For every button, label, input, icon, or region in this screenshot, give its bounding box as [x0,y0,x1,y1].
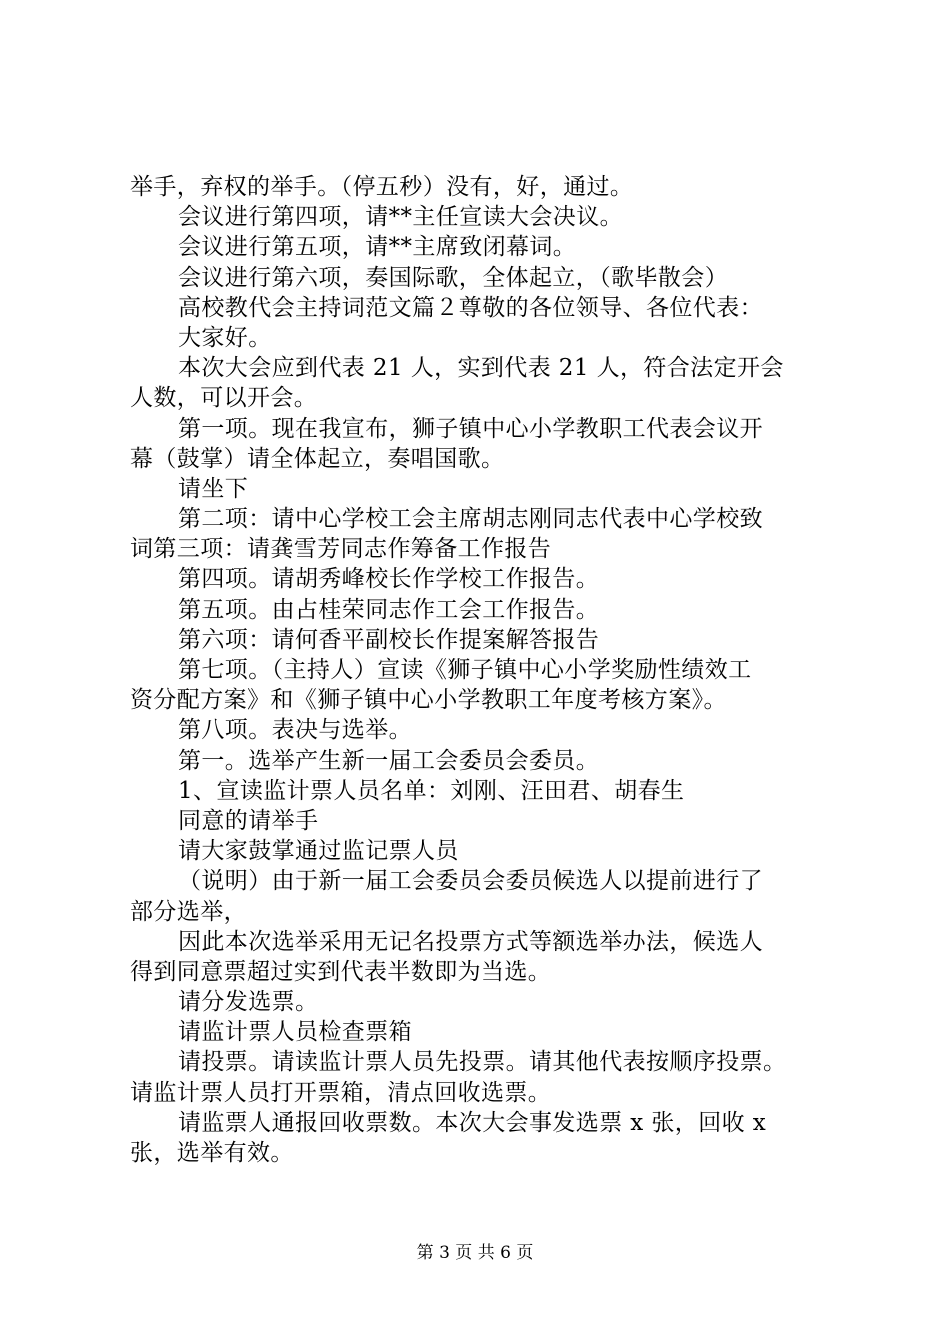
text-line: 第八项。表决与选举。 [178,717,412,744]
text-line: 大家好。 [178,324,272,351]
text-line: 会议进行第四项，请**主任宣读大会决议。 [178,204,623,231]
text-line: 会议进行第六项，奏国际歌，全体起立，（歌毕散会） [178,264,729,291]
text-line: 同意的请举手 [178,807,319,834]
text-line: 幕（鼓掌）请全体起立，奏唱国歌。 [130,445,505,472]
text-line: 举手，弃权的举手。（停五秒）没有，好，通过。 [130,174,634,200]
text-line: 第二项：请中心学校工会主席胡志刚同志代表中心学校致 [178,506,763,533]
text-line: 词第三项：请龚雪芳同志作筹备工作报告 [130,536,552,563]
text-line: 1、宣读监计票人员名单：刘刚、汪田君、胡春生 [178,777,685,804]
text-line: 高校教代会主持词范文篇２尊敬的各位领导、各位代表： [178,294,763,321]
text-line: 第四项。请胡秀峰校长作学校工作报告。 [178,566,600,593]
text-line: 张，选举有效。 [130,1140,294,1166]
text-line: 请监票人通报回收票数。本次大会事发选票 x 张，回收 x [178,1109,767,1136]
text-line: 请大家鼓掌通过监记票人员 [178,838,459,865]
text-line: 本次大会应到代表 21 人，实到代表 21 人，符合法定开会 [178,355,784,382]
text-line: 第一。选举产生新一届工会委员会委员。 [178,747,600,774]
text-line: 部分选举， [130,898,247,925]
text-line: 请监计票人员打开票箱，清点回收选票。 [130,1079,552,1106]
text-line: 第一项。现在我宣布，狮子镇中心小学教职工代表会议开 [178,415,763,442]
text-line: 第七项。（主持人）宣读《狮子镇中心小学奖励性绩效工 [178,657,752,683]
text-line: （说明）由于新一届工会委员会委员候选人以提前进行了 [178,868,763,895]
text-line: 第六项：请何香平副校长作提案解答报告 [178,626,600,653]
text-line: 请分发选票。 [178,989,319,1016]
text-line: 请监计票人员检查票箱 [178,1019,412,1046]
text-line: 资分配方案》和《狮子镇中心小学教职工年度考核方案》。 [130,687,727,714]
text-line: 第五项。由占桂荣同志作工会工作报告。 [178,596,600,623]
text-line: 得到同意票超过实到代表半数即为当选。 [130,958,552,985]
text-line: 请投票。请读监计票人员先投票。请其他代表按顺序投票。 [178,1049,787,1076]
document-body [130,172,850,1168]
page-footer: 第 3 页 共 6 页 [416,1243,534,1263]
text-line: 请坐下 [178,475,249,502]
text-line: 会议进行第五项，请**主席致闭幕词。 [178,234,577,261]
text-line: 人数，可以开会。 [130,385,318,412]
text-line: 因此本次选举采用无记名投票方式等额选举办法，候选人 [178,928,763,955]
